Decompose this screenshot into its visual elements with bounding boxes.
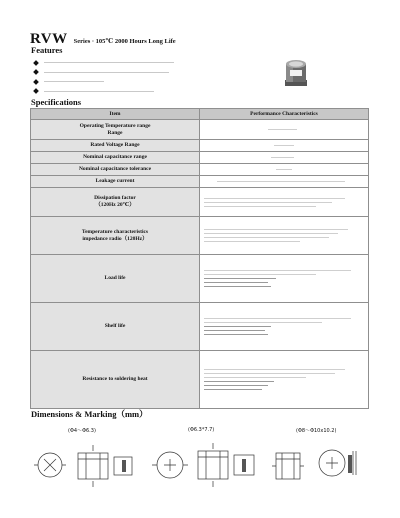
table-header-row <box>31 109 369 120</box>
table-row <box>31 303 369 351</box>
drawing-label: (Φ8～Φ10x10.2) <box>296 428 337 434</box>
bullet-icon <box>33 69 39 75</box>
table-row <box>31 188 369 217</box>
specifications-heading: Specifications <box>31 97 82 107</box>
capacitor-photo <box>282 58 310 88</box>
row-label: Leakage current <box>31 176 200 188</box>
column-header-item: Item <box>31 109 200 120</box>
row-label: Resistance to soldering heat <box>31 351 200 409</box>
dimensions-heading: Dimensions & Marking（mm） <box>31 409 148 419</box>
dimension-drawings <box>30 427 370 491</box>
column-header-performance: Performance Characteristics <box>200 109 369 120</box>
table-row <box>31 176 369 188</box>
table-row <box>31 217 369 255</box>
row-label: Dissipation factor （120Hz 20℃） <box>31 188 200 217</box>
drawing-label: (Φ4～Φ6.3) <box>68 428 96 434</box>
table-row <box>31 255 369 303</box>
feature-item <box>34 58 254 68</box>
row-label: Rated Voltage Range <box>31 140 200 152</box>
table-row <box>31 164 369 176</box>
row-label: Operating Temperature range Range <box>31 120 200 140</box>
table-row <box>31 351 369 409</box>
table-row <box>31 152 369 164</box>
specifications-table <box>30 108 369 409</box>
drawing-medium <box>148 435 260 491</box>
series-name: RVW <box>30 31 68 47</box>
bullet-icon <box>33 88 39 94</box>
table-row <box>31 120 369 140</box>
row-label: Nominal capacitance tolerance <box>31 164 200 176</box>
row-label: Temperature characteristics impedance radio（120Hz） <box>31 217 200 255</box>
drawing-large <box>268 435 368 491</box>
bullet-icon <box>33 60 39 66</box>
table-row <box>31 140 369 152</box>
feature-item <box>34 68 254 78</box>
bullet-icon <box>33 79 39 85</box>
drawing-label: (Φ6.3*7.7) <box>188 427 215 433</box>
row-label: Load life <box>31 255 200 303</box>
features-list <box>34 58 254 96</box>
row-label: Shelf life <box>31 303 200 351</box>
feature-item <box>34 77 254 87</box>
row-label: Nominal capacitance range <box>31 152 200 164</box>
feature-item <box>34 87 254 97</box>
drawing-small <box>30 435 140 491</box>
features-heading: Features <box>31 45 63 55</box>
series-subtitle: Series · 105℃ 2000 Hours Long Life <box>73 38 176 45</box>
